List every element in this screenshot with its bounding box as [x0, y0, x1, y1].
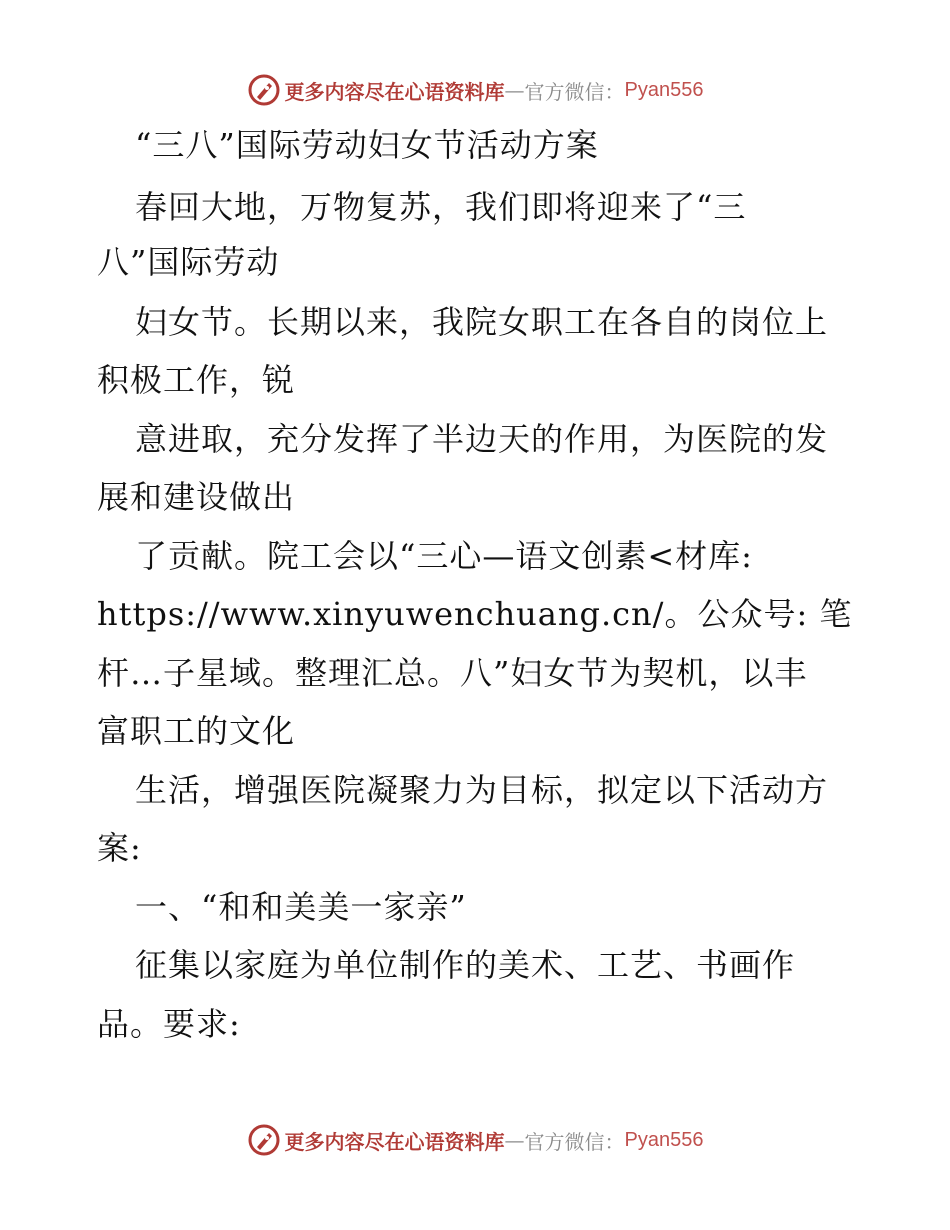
body-line: 杆…子星域。整理汇总。八”妇女节为契机，以丰 — [97, 654, 808, 692]
header-watermark — [0, 70, 950, 110]
body-line: 春回大地，万物复苏，我们即将迎来了“三 — [135, 188, 747, 226]
watermark-brand-text: 更多内容尽在心语资料库 — [284, 79, 505, 104]
body-line: 意进取，充分发挥了半边天的作用，为医院的发 — [135, 420, 829, 458]
watermark-wechat-id: Pyan556 — [624, 78, 704, 101]
body-line: 八”国际劳动 — [97, 243, 280, 281]
document-title: “三八”国际劳动妇女节活动方案 — [135, 126, 599, 164]
body-line: 展和建设做出 — [97, 478, 296, 516]
pen-nib-logo-icon — [247, 1123, 281, 1157]
watermark-official-label: 官方微信： — [524, 79, 625, 104]
section-heading: 一、“和和美美一家亲” — [135, 888, 467, 926]
watermark-wechat-id: Pyan556 — [624, 1128, 704, 1151]
body-line: 案: — [97, 829, 142, 867]
watermark-official-label: 官方微信： — [524, 1129, 625, 1154]
body-line: 富职工的文化 — [97, 712, 296, 750]
body-line: 了贡献。院工会以“三心—语文创素<材库: — [135, 537, 753, 575]
body-line: 生活，增强医院凝聚力为目标，拟定以下活动方 — [135, 771, 829, 809]
body-line: 积极工作，锐 — [97, 361, 296, 399]
body-line: 品。要求: — [97, 1005, 241, 1043]
body-line: 妇女节。长期以来，我院女职工在各自的岗位上 — [135, 303, 829, 341]
body-line: 征集以家庭为单位制作的美术、工艺、书画作 — [135, 946, 796, 984]
watermark-separator: — — [504, 1128, 525, 1152]
watermark-brand-text: 更多内容尽在心语资料库 — [284, 1129, 505, 1154]
watermark-separator: — — [504, 78, 525, 102]
pen-nib-logo-icon — [247, 73, 281, 107]
footer-watermark — [0, 1120, 950, 1160]
body-line: https://www.xinyuwenchuang.cn/。公众号: 笔 — [97, 595, 853, 633]
